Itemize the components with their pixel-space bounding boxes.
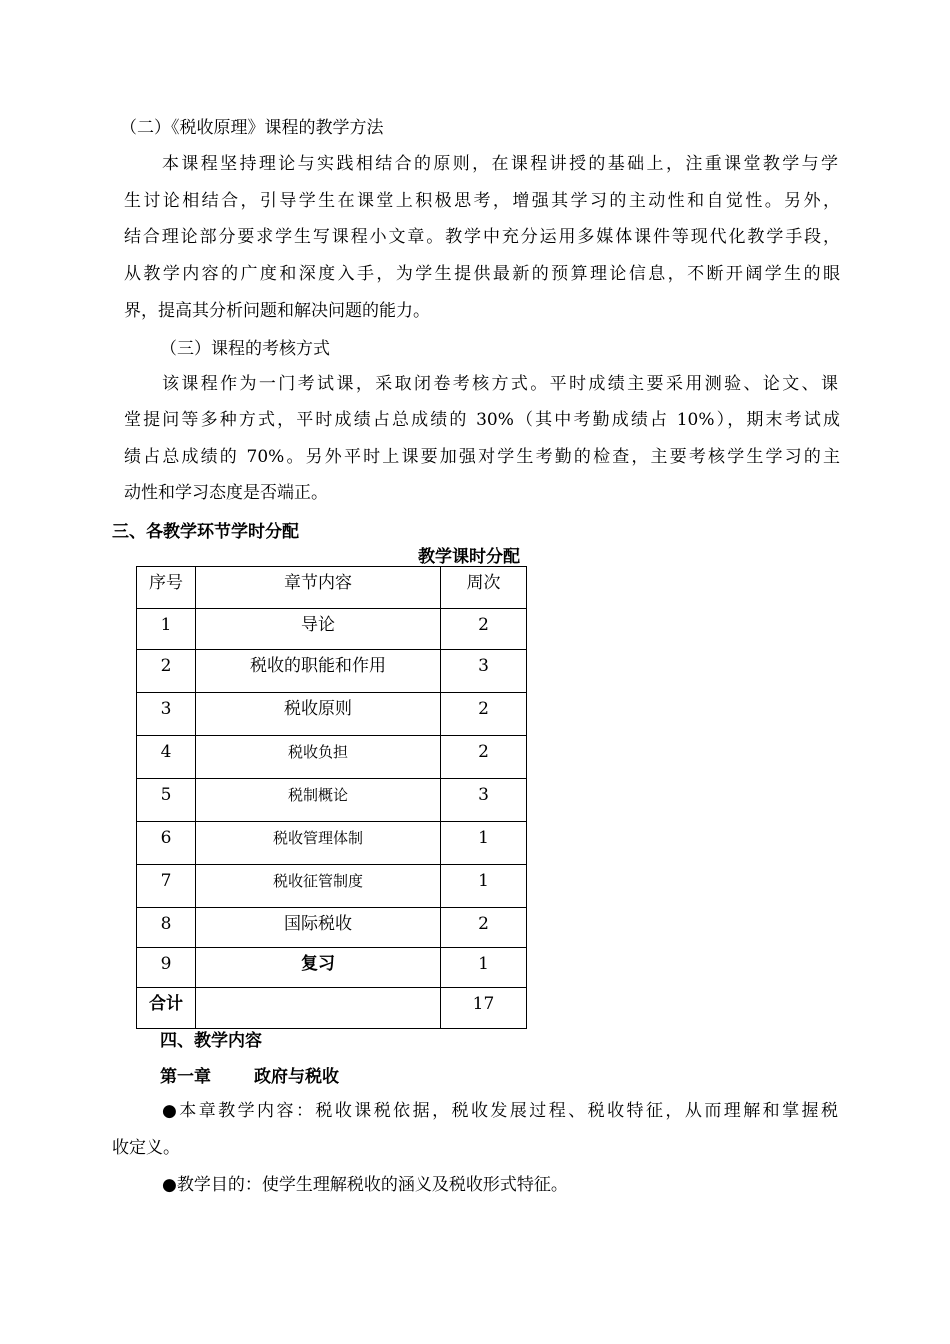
part-heading-content: 四、教学内容 [160,1031,262,1051]
table-cell: 税收原则 [196,693,441,736]
table-cell: 2 [441,693,527,736]
paragraph-line: 从教学内容的广度和深度入手，为学生提供最新的预算理论信息，不断开阔学生的眼 [124,264,840,284]
table-header-row [137,567,527,609]
table-row [137,609,527,650]
table-cell [196,988,441,1029]
table-row [137,650,527,693]
table-cell: 17 [441,988,527,1029]
table-cell: 3 [441,779,527,822]
part-heading-hours: 三、各教学环节学时分配 [112,522,299,542]
table-cell: 2 [441,908,527,948]
table-row [137,908,527,948]
table-title: 教学课时分配 [418,547,520,567]
table-row [137,779,527,822]
hours-table [136,566,527,1029]
paragraph-line: 堂提问等多种方式，平时成绩占总成绩的 30%（其中考勤成绩占 10%），期末考试成 [124,410,840,430]
paragraph-line: 该课程作为一门考试课，采取闭卷考核方式。平时成绩主要采用测验、论文、课 [162,374,838,394]
table-cell: 税收负担 [196,736,441,779]
table-cell: 税收管理体制 [196,822,441,865]
paragraph-line: 本课程坚持理论与实践相结合的原则，在课程讲授的基础上，注重课堂教学与学 [162,154,838,174]
header-cell: 周次 [441,567,527,609]
table-cell: 2 [441,736,527,779]
teaching-goal: ●教学目的：使学生理解税收的涵义及税收形式特征。 [162,1175,568,1195]
header-cell: 序号 [137,567,196,609]
paragraph-line: 绩占总成绩的 70%。另外平时上课要加强对学生考勤的检查，主要考核学生学习的主 [124,447,840,467]
chapter-number: 第一章 [160,1067,211,1087]
paragraph-line: 结合理论部分要求学生写课程小文章。教学中充分运用多媒体课件等现代化教学手段， [124,227,840,247]
table-row [137,822,527,865]
table-cell: 6 [137,822,196,865]
paragraph-line: 界，提高其分析问题和解决问题的能力。 [124,301,430,321]
table-row [137,736,527,779]
table-cell: 4 [137,736,196,779]
table-cell: 国际税收 [196,908,441,948]
paragraph-line: ●本章教学内容：税收课税依据，税收发展过程、税收特征，从而理解和掌握税 [162,1101,838,1121]
table-cell: 9 [137,948,196,988]
header-cell: 章节内容 [196,567,441,609]
chapter-title: 政府与税收 [254,1067,339,1087]
paragraph-line: 生讨论相结合，引导学生在课堂上积极思考，增强其学习的主动性和自觉性。另外， [124,191,840,211]
table-cell: 5 [137,779,196,822]
table-cell: 7 [137,865,196,908]
table-cell: 8 [137,908,196,948]
section-heading-teaching-method: （二）《税收原理》课程的教学方法 [120,118,384,138]
table-total-row [137,988,527,1029]
table-row [137,948,527,988]
table-cell: 1 [441,822,527,865]
table-cell: 2 [441,609,527,650]
table-cell: 1 [441,948,527,988]
table-cell: 税收征管制度 [196,865,441,908]
table-cell: 1 [441,865,527,908]
table-cell: 导论 [196,609,441,650]
table-cell: 3 [137,693,196,736]
table-cell: 税制概论 [196,779,441,822]
table-cell: 合计 [137,988,196,1029]
table-cell: 3 [441,650,527,693]
table-row [137,693,527,736]
table-cell: 复习 [196,948,441,988]
paragraph-line: 收定义。 [112,1138,180,1158]
paragraph-line: 动性和学习态度是否端正。 [124,483,328,503]
table-row [137,865,527,908]
table-cell: 2 [137,650,196,693]
table-cell: 税收的职能和作用 [196,650,441,693]
section-heading-assessment: （三）课程的考核方式 [160,339,330,359]
table-cell: 1 [137,609,196,650]
